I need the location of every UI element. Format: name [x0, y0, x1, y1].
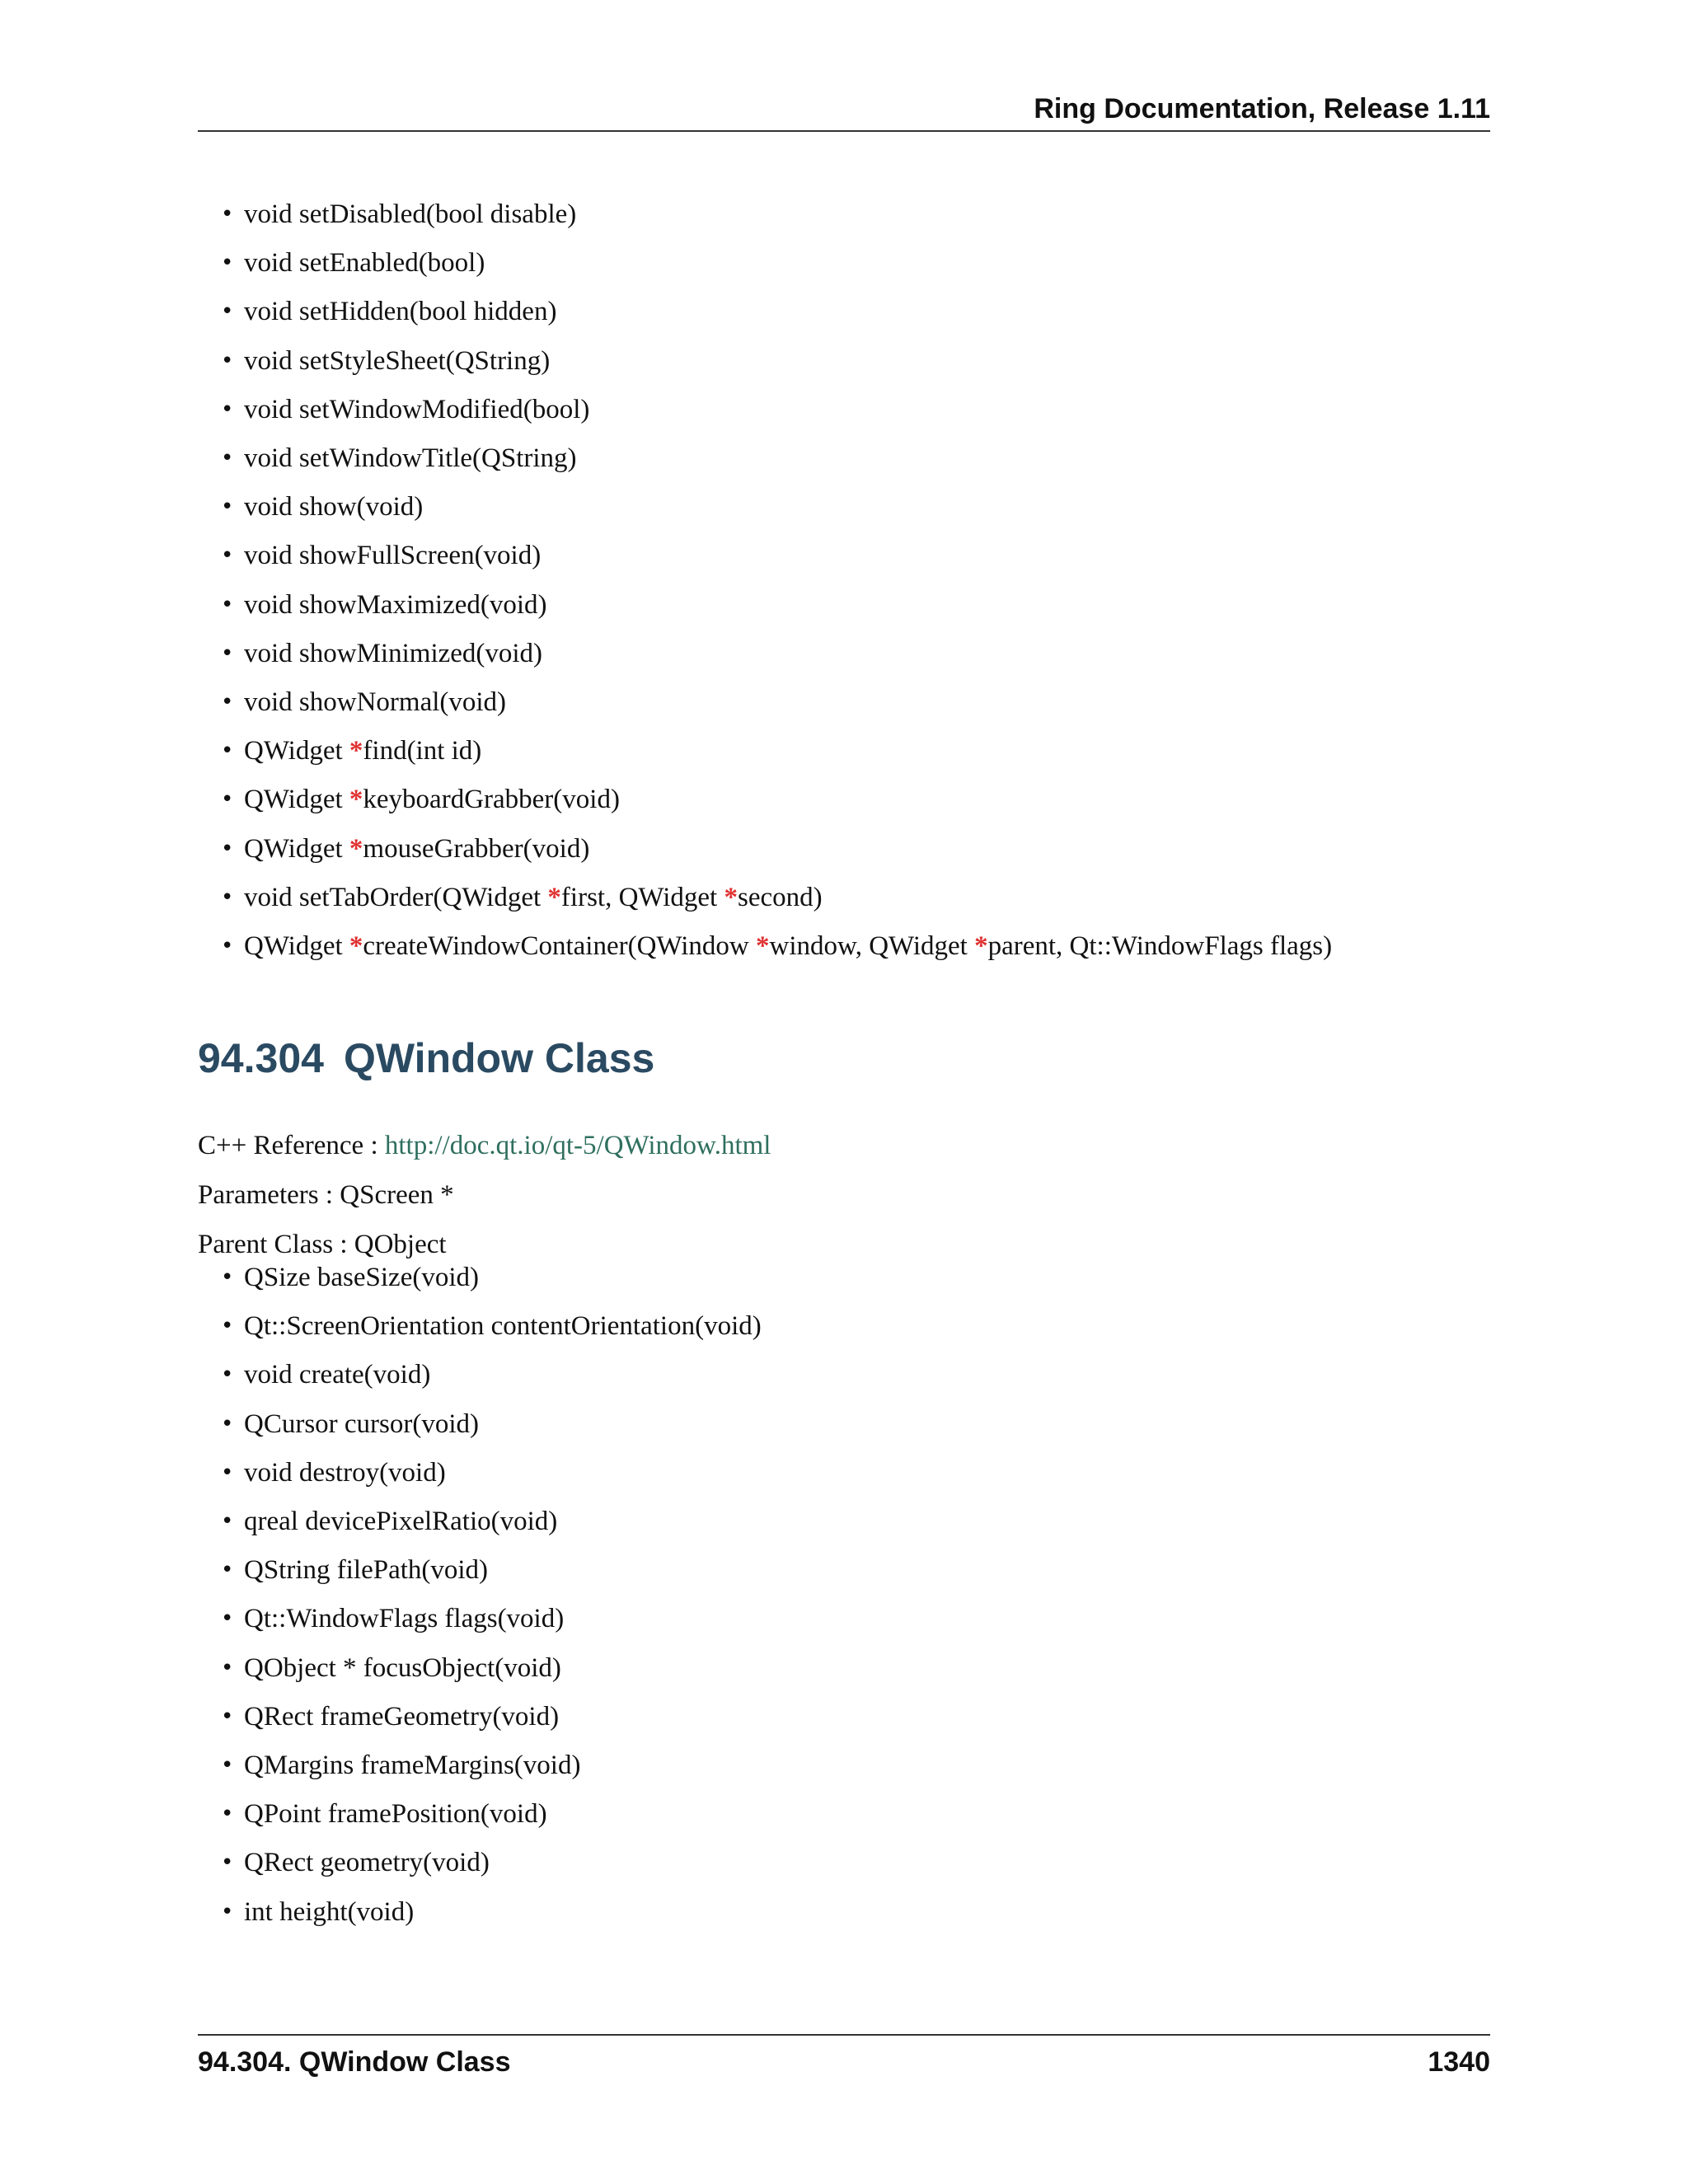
section-title-text: QWindow Class: [343, 1035, 655, 1081]
method-signature-text: void setWindowModified(bool): [244, 394, 590, 424]
method-signature-text: QWidget: [244, 931, 349, 961]
bullet-icon: •: [221, 1850, 234, 1876]
bullet-icon: •: [221, 1558, 234, 1583]
cpp-reference-label: C++ Reference :: [198, 1131, 385, 1160]
method-item: [221, 637, 543, 670]
method-signature-text: void setWindowTitle(QString): [244, 443, 577, 473]
method-item: [221, 393, 590, 426]
cpp-reference-link[interactable]: http://doc.qt.io/qt-5/QWindow.html: [384, 1131, 771, 1160]
pointer-star: *: [724, 882, 738, 912]
method-item: [221, 1700, 560, 1733]
pointer-star: *: [974, 931, 988, 961]
bullet-icon: •: [221, 1362, 234, 1388]
bullet-icon: •: [221, 1411, 234, 1436]
method-item: [221, 1652, 561, 1685]
bullet-icon: •: [221, 1509, 234, 1534]
method-item: [221, 198, 577, 231]
method-signature-text: second): [737, 882, 823, 912]
cpp-reference-line: [198, 1129, 771, 1162]
page-footer: [198, 2034, 1490, 2085]
method-signature-text: void showMaximized(void): [244, 589, 547, 620]
parent-class-line: Parent Class : QObject: [198, 1230, 447, 1259]
pointer-star: *: [349, 736, 363, 766]
method-signature-text: QCursor cursor(void): [244, 1408, 480, 1439]
pointer-star: *: [756, 931, 770, 961]
page-header: [198, 92, 1490, 132]
method-item: [221, 539, 542, 572]
method-signature-text: void setEnabled(bool): [244, 248, 485, 279]
method-item: [221, 1456, 446, 1489]
method-signature-text: QPoint framePosition(void): [244, 1799, 547, 1830]
bullet-icon: •: [221, 1704, 234, 1729]
bullet-icon: •: [221, 884, 234, 910]
bullet-icon: •: [221, 494, 234, 520]
method-signature-text: QRect frameGeometry(void): [244, 1701, 560, 1732]
bullet-icon: •: [221, 251, 234, 276]
bullet-icon: •: [221, 1655, 234, 1680]
bullet-icon: •: [221, 1802, 234, 1827]
method-signature-text: parent, Qt::WindowFlags flags): [987, 931, 1333, 961]
method-signature-text: void setHidden(bool hidden): [244, 297, 557, 327]
bullet-icon: •: [221, 299, 234, 325]
page-number: 1340: [1428, 2046, 1490, 2078]
method-signature-text: Qt::WindowFlags flags(void): [244, 1604, 565, 1634]
method-item: [221, 1797, 547, 1830]
method-signature-text: void setDisabled(bool disable): [244, 199, 577, 229]
method-signature-text: keyboardGrabber(void): [363, 785, 620, 815]
method-item: [221, 1602, 565, 1635]
bullet-icon: •: [221, 934, 234, 958]
method-signature-text: void show(void): [244, 492, 424, 523]
method-item: [221, 832, 590, 865]
method-item: [221, 1310, 762, 1343]
method-item: [221, 490, 424, 523]
method-item: [221, 295, 557, 328]
method-signature-text: void showNormal(void): [244, 687, 507, 717]
method-item: [221, 1749, 581, 1782]
method-signature-text: void showFullScreen(void): [244, 541, 542, 571]
method-item: [221, 734, 482, 767]
method-item: [221, 1896, 415, 1929]
method-signature-text: QString filePath(void): [244, 1555, 489, 1586]
pointer-star: *: [349, 833, 363, 864]
method-item: [221, 344, 551, 377]
bullet-icon: •: [221, 396, 234, 422]
bullet-icon: •: [221, 1265, 234, 1290]
method-item: [221, 1554, 489, 1586]
method-signature-text: QWidget: [244, 736, 349, 766]
method-item: [221, 686, 507, 719]
bullet-icon: •: [221, 348, 234, 373]
method-signature-text: first, QWidget: [560, 882, 724, 912]
bullet-icon: •: [221, 836, 234, 861]
method-item: [221, 588, 547, 621]
method-item: [221, 1358, 431, 1391]
method-signature-text: QSize baseSize(void): [244, 1263, 479, 1292]
method-item: [221, 246, 485, 279]
method-signature-text: void setTabOrder(QWidget: [244, 882, 548, 912]
method-signature-text: void setStyleSheet(QString): [244, 345, 551, 376]
method-signature-text: void showMinimized(void): [244, 638, 543, 668]
method-signature-text: int height(void): [244, 1896, 415, 1927]
method-item: [221, 1408, 480, 1441]
section-number: 94.304: [198, 1035, 324, 1081]
method-item: [221, 1261, 479, 1294]
bullet-icon: •: [221, 787, 234, 813]
method-signature-text: QWidget: [244, 833, 349, 864]
method-signature-text: qreal devicePixelRatio(void): [244, 1507, 558, 1536]
parameters-line: Parameters : QScreen *: [198, 1180, 454, 1210]
bullet-icon: •: [221, 690, 234, 715]
method-item: [221, 442, 577, 475]
method-signature-text: QObject * focusObject(void): [244, 1652, 561, 1683]
method-signature-text: void destroy(void): [244, 1457, 446, 1488]
bullet-icon: •: [221, 640, 234, 666]
method-signature-text: QMargins frameMargins(void): [244, 1750, 581, 1780]
method-item: [221, 881, 823, 914]
bullet-icon: •: [221, 1606, 234, 1632]
bullet-icon: •: [221, 592, 234, 617]
bullet-icon: •: [221, 1314, 234, 1339]
method-signature-text: QRect geometry(void): [244, 1848, 490, 1878]
method-signature-text: createWindowContainer(QWindow: [363, 931, 757, 961]
method-signature-text: void create(void): [244, 1360, 431, 1390]
method-signature-text: mouseGrabber(void): [363, 833, 590, 864]
method-item: [221, 783, 620, 816]
bullet-icon: •: [221, 1753, 234, 1778]
document-title: Ring Documentation, Release 1.11: [1034, 93, 1490, 124]
bullet-icon: •: [221, 446, 234, 471]
method-signature-text: window, QWidget: [769, 931, 975, 961]
section-heading: [198, 1033, 654, 1083]
bullet-icon: •: [221, 543, 234, 569]
pointer-star: *: [547, 882, 561, 912]
method-signature-text: Qt::ScreenOrientation contentOrientation(void): [244, 1311, 762, 1342]
bullet-icon: •: [221, 1460, 234, 1485]
method-signature-text: QWidget: [244, 785, 349, 815]
pointer-star: *: [349, 931, 363, 961]
bullet-icon: •: [221, 738, 234, 764]
bullet-icon: •: [221, 1899, 234, 1924]
method-item: [221, 1846, 490, 1879]
bullet-icon: •: [221, 202, 234, 227]
method-item: [221, 1505, 558, 1538]
method-signature-text: find(int id): [363, 736, 482, 766]
pointer-star: *: [349, 785, 363, 815]
footer-section-label: 94.304. QWindow Class: [198, 2046, 511, 2078]
method-item: [221, 930, 1333, 963]
